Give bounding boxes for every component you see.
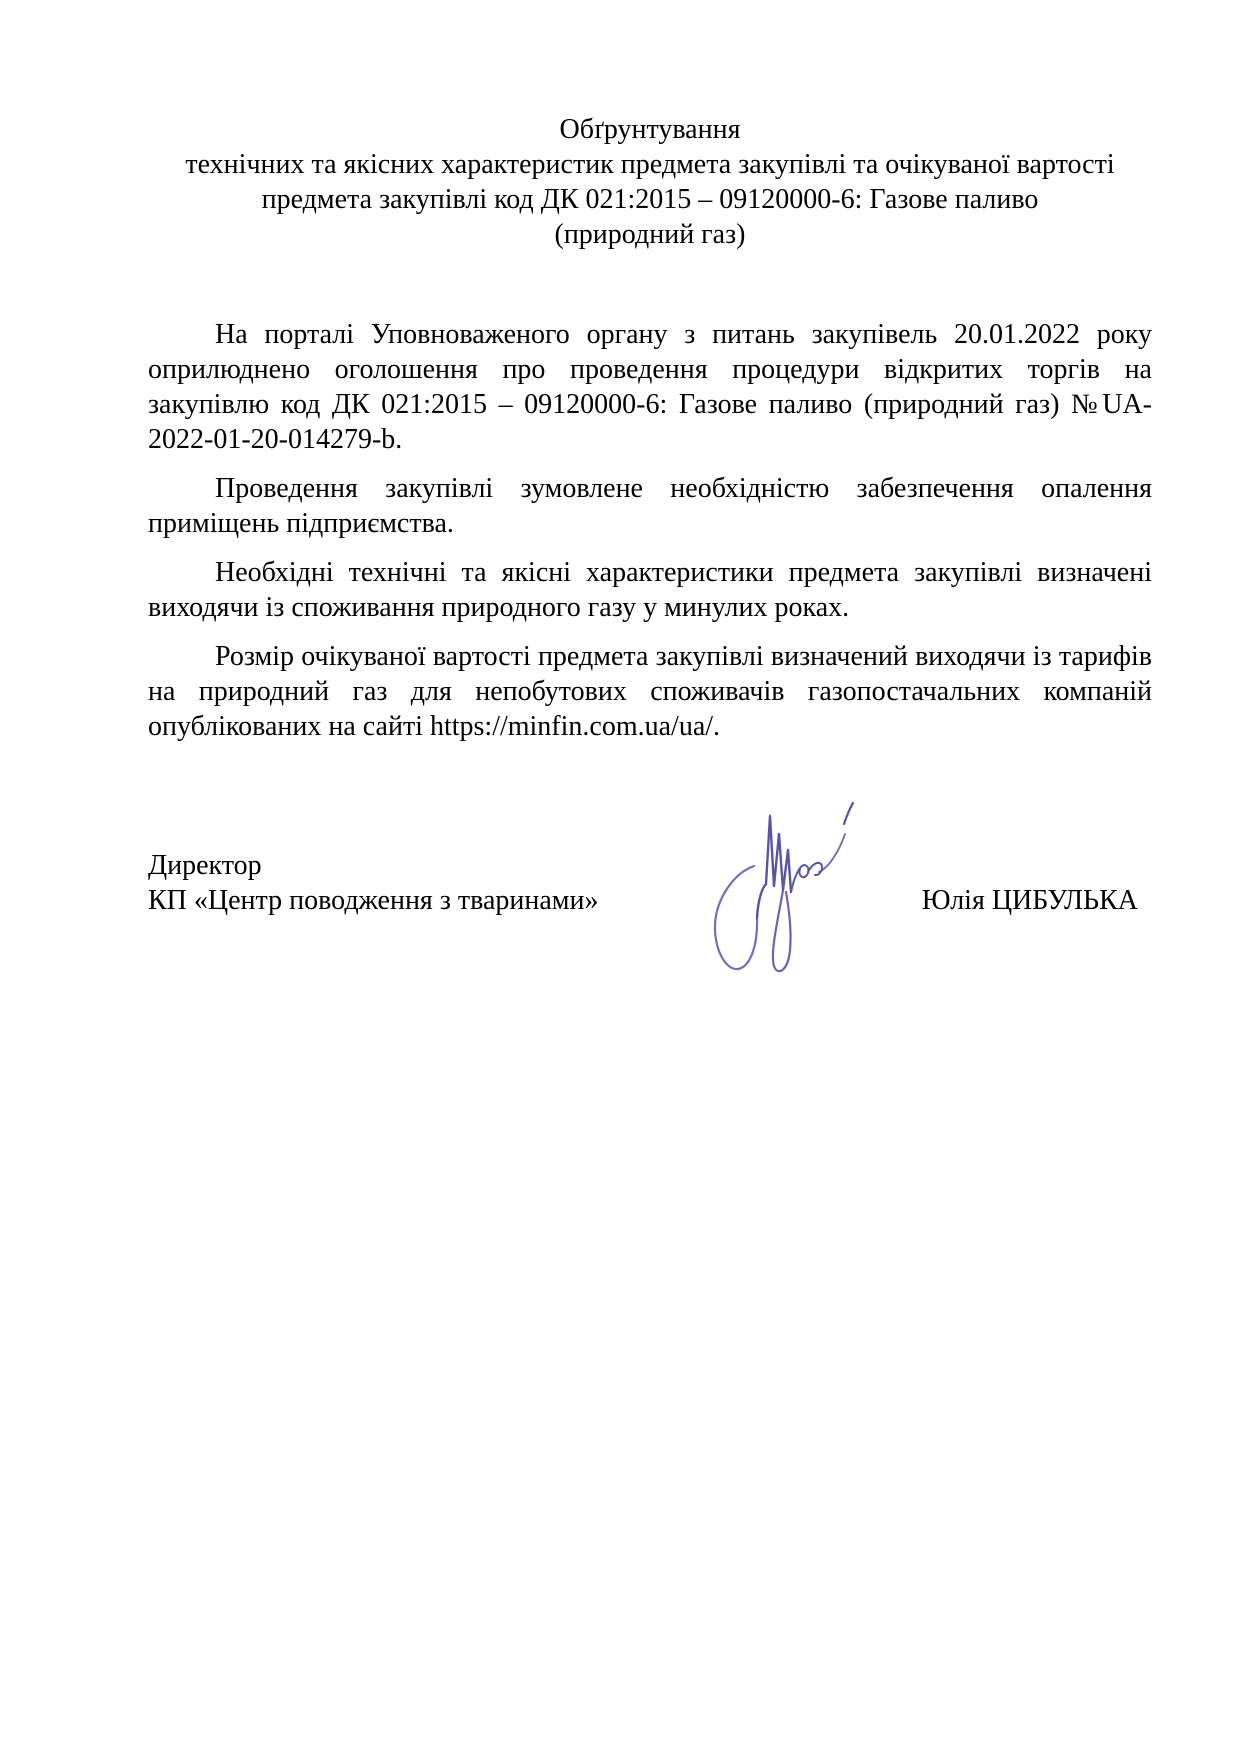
signature-block bbox=[148, 848, 1152, 918]
signer-position-line-1: Директор bbox=[148, 850, 262, 881]
title-line-3: предмета закупівлі код ДК 021:2015 – 09120000-6: Газове паливо bbox=[261, 184, 1039, 215]
title-line-4: (природний газ) bbox=[554, 219, 746, 250]
paragraph-characteristics: Необхідні технічні та якісні характеристики предмета закупівлі визначені виходячи із споживання природного газу у минулих роках. bbox=[148, 557, 1152, 623]
signer-position-line-2: КП «Центр поводження з тваринами» bbox=[148, 885, 599, 916]
document-title bbox=[148, 112, 1152, 252]
title-line-2: технічних та якісних характеристик предмета закупівлі та очікуваної вартості bbox=[185, 149, 1115, 180]
title-line-1: Обґрунтування bbox=[559, 114, 741, 145]
document-body bbox=[148, 317, 1152, 744]
signer-name: Юлія ЦИБУЛЬКА bbox=[921, 885, 1138, 916]
document-content bbox=[148, 0, 1152, 918]
paragraph-expected-value: Розмір очікуваної вартості предмета закупівлі визначений виходячи із тарифів на природний газ для непобутових споживачів газопостачальних компаній опублікованих на сайті https://minfin.com.ua/ua/. bbox=[148, 641, 1152, 742]
signer-position bbox=[148, 848, 599, 918]
paragraph-announcement: На порталі Уповноваженого органу з питань закупівель 20.01.2022 року оприлюднено оголошення про проведення процедури відкритих торгів на закупівлю код ДК 021:2015 – 09120000-6: Газове паливо (природний газ) №UA-2022-01-20-014279-b. bbox=[148, 319, 1152, 455]
paragraph-purpose: Проведення закупівлі зумовлене необхідністю забезпечення опалення приміщень підприємства. bbox=[148, 473, 1152, 539]
